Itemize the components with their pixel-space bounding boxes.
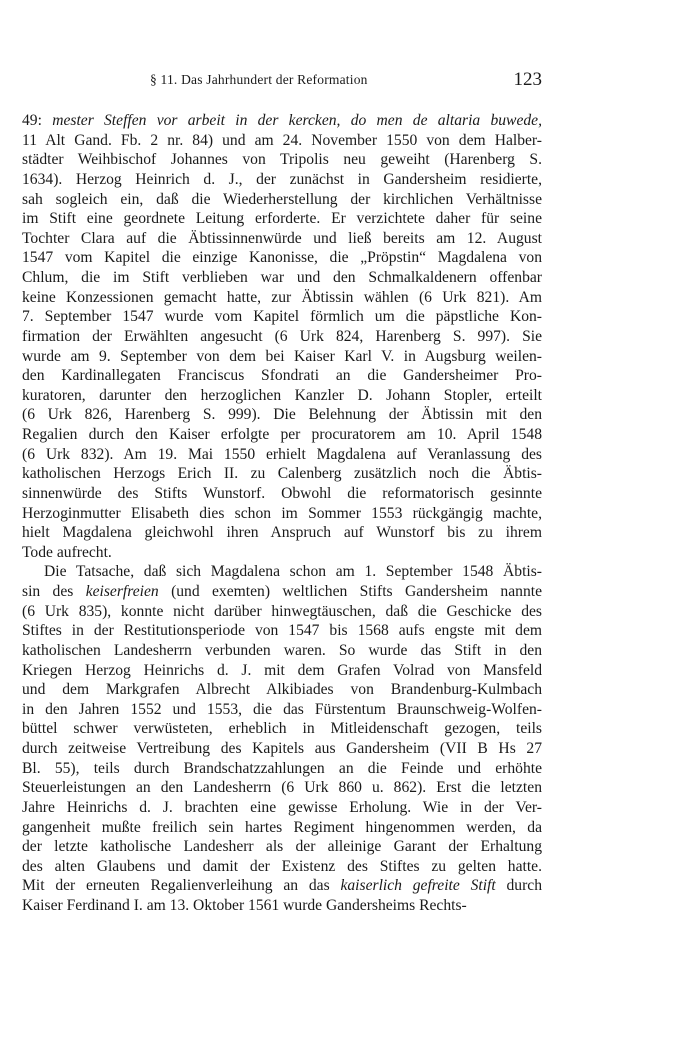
text-span: büttel schwer verwüsteten, erheblich in Mitleidenschaft gezogen, teils (22, 720, 542, 738)
text-line (22, 425, 542, 445)
italic-text: kaiserlich gefreite Stift (340, 877, 496, 895)
text-span: wurde am 9. September von dem bei Kaiser Karl V. in Augsburg weilen- (22, 347, 542, 365)
text-line (22, 405, 542, 425)
text-span: 7. September 1547 wurde vom Kapitel förmlich um die päpstliche Kon- (22, 308, 542, 326)
text-line (22, 464, 542, 484)
text-line (22, 778, 542, 798)
text-span: Herzoginmutter Elisabeth dies schon im Sommer 1553 rückgängig machte, (22, 504, 542, 522)
text-line (22, 327, 542, 347)
text-span: keine Konzessionen gemacht hatte, zur Äbtissin wählen (6 Urk 821). Am (22, 288, 542, 306)
text-span: des alten Glaubens und damit der Existenz des Stiftes zu gelten hatte. (22, 857, 542, 875)
text-span: Regalien durch den Kaiser erfolgte per procuratorem am 10. April 1548 (22, 426, 542, 443)
text-span: Bl. 55), teils durch Brandschatzzahlungen an die Feinde und erhöhte (22, 759, 542, 777)
text-line (22, 876, 542, 896)
text-line (22, 131, 542, 151)
text-line (22, 307, 542, 327)
text-line (22, 229, 542, 249)
text-span: sinnenwürde des Stifts Wunstorf. Obwohl die reformatorisch gesinnte (22, 484, 542, 502)
text-span: 49: (22, 112, 53, 129)
running-head-title: § 11. Das Jahrhundert der Reformation (150, 72, 368, 87)
text-span: Chlum, die im Stift verblieben war und den Schmalkaldenern offenbar (22, 269, 542, 286)
text-span: firmation der Erwählten angesucht (6 Urk 824, Harenberg S. 997). Sie (22, 327, 542, 345)
text-line (22, 896, 542, 916)
text-line (22, 857, 542, 877)
text-span: hielt Magdalena gleichwohl ihren Anspruch auf Wunstorf bis zu ihrem (22, 524, 542, 542)
text-line (22, 602, 542, 622)
text-span: gangenheit mußte freilich sein hartes Regiment hingenommen werden, da (22, 818, 542, 836)
text-line (22, 170, 542, 190)
text-span: städter Weihbischof Johannes von Tripolis neu geweiht (Harenberg S. (22, 151, 542, 169)
text-line (22, 288, 542, 308)
text-span: der letzte katholische Landesherr als der alleinige Garant der Erhaltung (22, 838, 542, 856)
text-line (22, 347, 542, 367)
text-line (22, 621, 542, 641)
text-span: Die Tatsache, daß sich Magdalena schon am 1. September 1548 Äbtis- (44, 563, 542, 581)
italic-text: mester Steffen vor arbeit in der kercken, do men de altaria buwede, (52, 112, 542, 129)
text-span: (und exemten) weltlichen Stifts Gandersheim nannte (158, 583, 542, 600)
text-line (22, 680, 542, 700)
text-span: (6 Urk 826, Harenberg S. 999). Die Belehnung der Äbtissin mit den (22, 406, 542, 424)
text-span: durch zeitweise Vertreibung des Kapitels aus Gandersheim (VII B Hs 27 (22, 740, 542, 757)
text-line (22, 837, 542, 857)
paragraph (22, 111, 542, 562)
body-text (22, 111, 542, 916)
text-line (22, 268, 542, 288)
text-span: katholischen Herzogs Erich II. zu Calenberg zusätzlich noch die Äbtis- (22, 465, 542, 483)
text-span: Stiftes in der Restitutionsperiode von 1547 bis 1568 aufs engste mit dem (22, 622, 542, 640)
page-number: 123 (513, 69, 542, 90)
text-line (22, 759, 542, 779)
running-head (22, 70, 542, 94)
text-line (22, 661, 542, 681)
text-span: Mit der erneuten Regalienverleihung an das (22, 877, 341, 895)
text-span: sah sogleich ein, daß die Wiederherstellung der kirchlichen Verhältnisse (22, 190, 542, 208)
text-span: durch (495, 877, 542, 895)
text-line (22, 504, 542, 524)
text-line (22, 150, 542, 170)
text-span: im Stift eine geordnete Leitung erforderte. Er verzichtete daher für seine (22, 210, 542, 228)
text-span: in den Jahren 1552 und 1553, die das Fürstentum Braunschweig-Wolfen- (22, 700, 542, 718)
text-line (22, 582, 542, 602)
text-line (22, 248, 542, 268)
text-span: und dem Markgrafen Albrecht Alkibiades von Brandenburg-Kulmbach (22, 681, 542, 699)
text-line (22, 484, 542, 504)
text-span: Tode aufrecht. (22, 543, 112, 561)
text-line (22, 111, 542, 131)
text-span: sin des (22, 583, 86, 600)
text-line (22, 641, 542, 661)
text-line (22, 739, 542, 759)
text-line (22, 818, 542, 838)
text-line (22, 445, 542, 465)
text-span: kuratoren, darunter den herzoglichen Kanzler D. Johann Stopler, erteilt (22, 386, 542, 404)
text-line (22, 700, 542, 720)
text-span: Tochter Clara auf die Äbtissinnenwürde und ließ bereits am 12. August (22, 229, 542, 247)
paragraph (22, 562, 542, 915)
text-span: 1547 vom Kapitel die einzige Kanonisse, die „Pröpstin“ Magdalena von (22, 249, 542, 267)
text-span: Kriegen Herzog Heinrichs d. J. mit dem Grafen Volrad von Mansfeld (22, 661, 542, 679)
text-line (22, 190, 542, 210)
text-span: katholischen Landesherrn verbunden waren. So wurde das Stift in den (22, 641, 542, 659)
text-line (22, 386, 542, 406)
text-line (22, 366, 542, 386)
text-span: (6 Urk 835), konnte nicht darüber hinwegtäuschen, daß die Geschicke des (22, 602, 542, 620)
text-line (22, 562, 542, 582)
text-span: (6 Urk 832). Am 19. Mai 1550 erhielt Magdalena auf Veranlassung des (22, 445, 542, 463)
text-line (22, 543, 542, 563)
text-span: Steuerleistungen an den Landesherrn (6 Urk 860 u. 862). Erst die letzten (22, 779, 542, 797)
text-span: den Kardinallegaten Franciscus Sfondrati an die Gandersheimer Pro- (22, 367, 542, 385)
text-span: 1634). Herzog Heinrich d. J., der zunächst in Gandersheim residierte, (22, 170, 542, 188)
text-span: Jahre Heinrichs d. J. brachten eine gewisse Erholung. Wie in der Ver- (22, 798, 542, 816)
text-line (22, 209, 542, 229)
text-line (22, 719, 542, 739)
italic-text: keiserfreien (85, 583, 159, 600)
text-span: Kaiser Ferdinand I. am 13. Oktober 1561 wurde Gandersheims Rechts- (22, 897, 467, 914)
text-line (22, 523, 542, 543)
text-span: 11 Alt Gand. Fb. 2 nr. 84) und am 24. November 1550 von dem Halber- (22, 131, 542, 149)
text-line (22, 798, 542, 818)
